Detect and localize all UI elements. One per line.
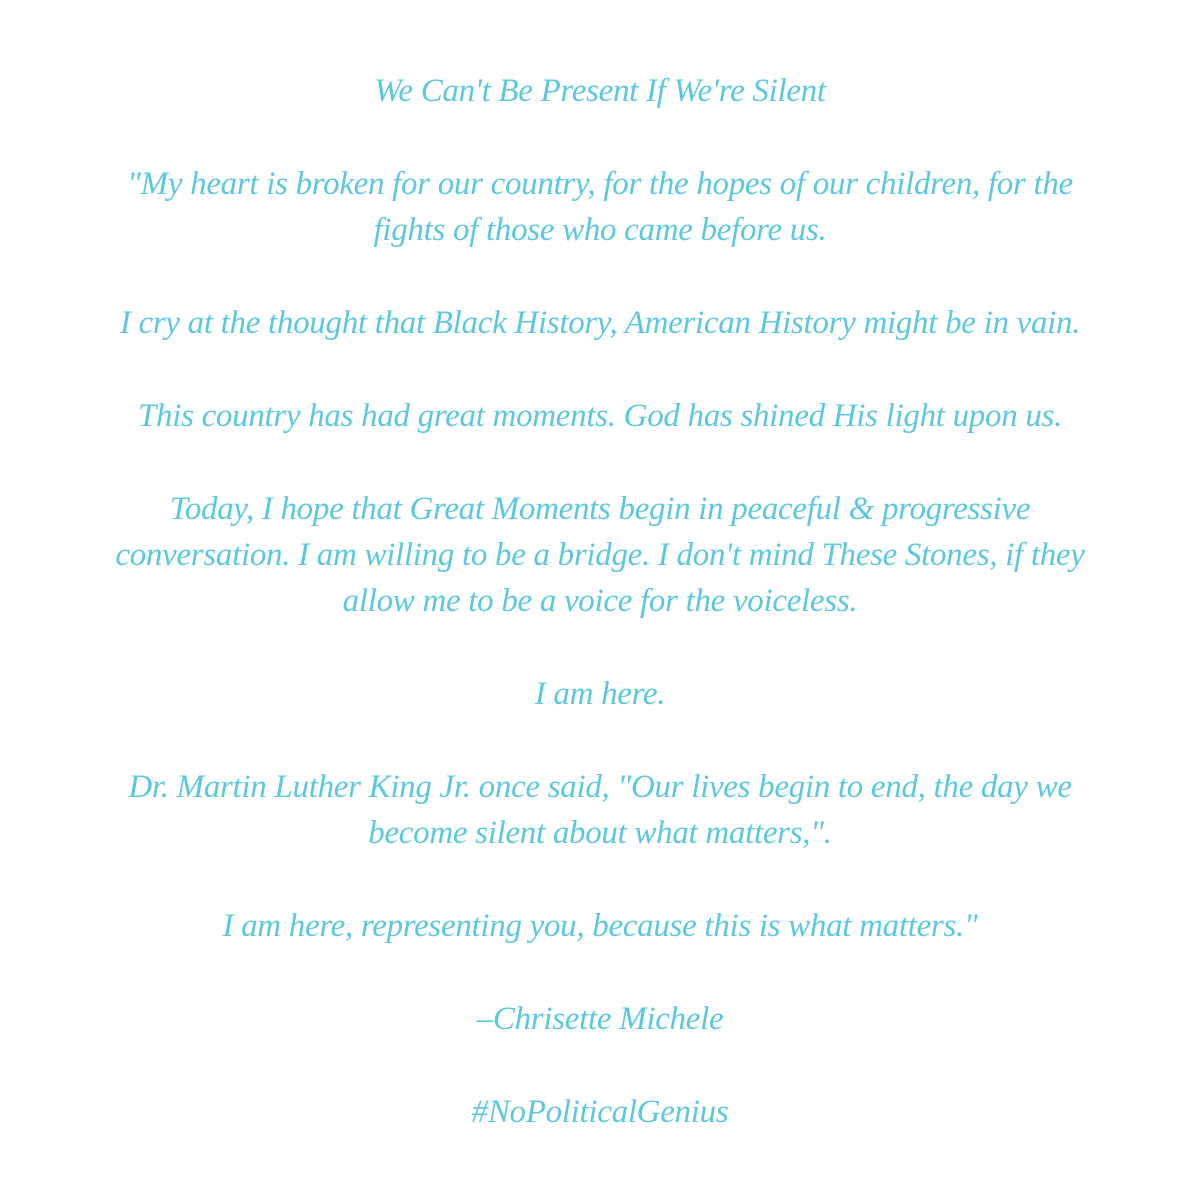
quote-paragraph [25,161,1175,253]
quote-line: I am here, representing you, because this is what matters." [222,908,978,944]
quote-paragraph [25,671,1175,717]
quote-line: I cry at the thought that Black History, American History might be in vain. [119,305,1081,341]
quote-line: fights of those who came before us. [373,212,827,248]
quote-line: allow me to be a voice for the voiceless. [342,583,858,619]
quote-line: conversation. I am willing to be a bridge. I don't mind These Stones, if they [115,537,1085,573]
quote-title: We Can't Be Present If We're Silent [374,73,826,109]
quote-paragraph [25,486,1175,624]
quote-paragraph [25,300,1175,346]
quote-line: This country has had great moments. God has shined His light upon us. [137,398,1063,434]
hashtag-block [25,1089,1175,1135]
quote-line: become silent about what matters,". [368,815,832,851]
quote-line: I am here. [534,676,666,712]
quote-card [25,0,1175,1135]
quote-line: Today, I hope that Great Moments begin in peaceful & progressive [169,491,1031,527]
hashtag: #NoPoliticalGenius [471,1094,729,1130]
attribution: –Chrisette Michele [476,1001,724,1037]
quote-paragraph [25,764,1175,856]
quote-line: "My heart is broken for our country, for the hopes of our children, for the [127,166,1073,202]
quote-title-block [25,68,1175,114]
quote-line: Dr. Martin Luther King Jr. once said, "Our lives begin to end, the day we [128,769,1072,805]
attribution-block [25,996,1175,1042]
quote-paragraph [25,903,1175,949]
quote-paragraph [25,393,1175,439]
